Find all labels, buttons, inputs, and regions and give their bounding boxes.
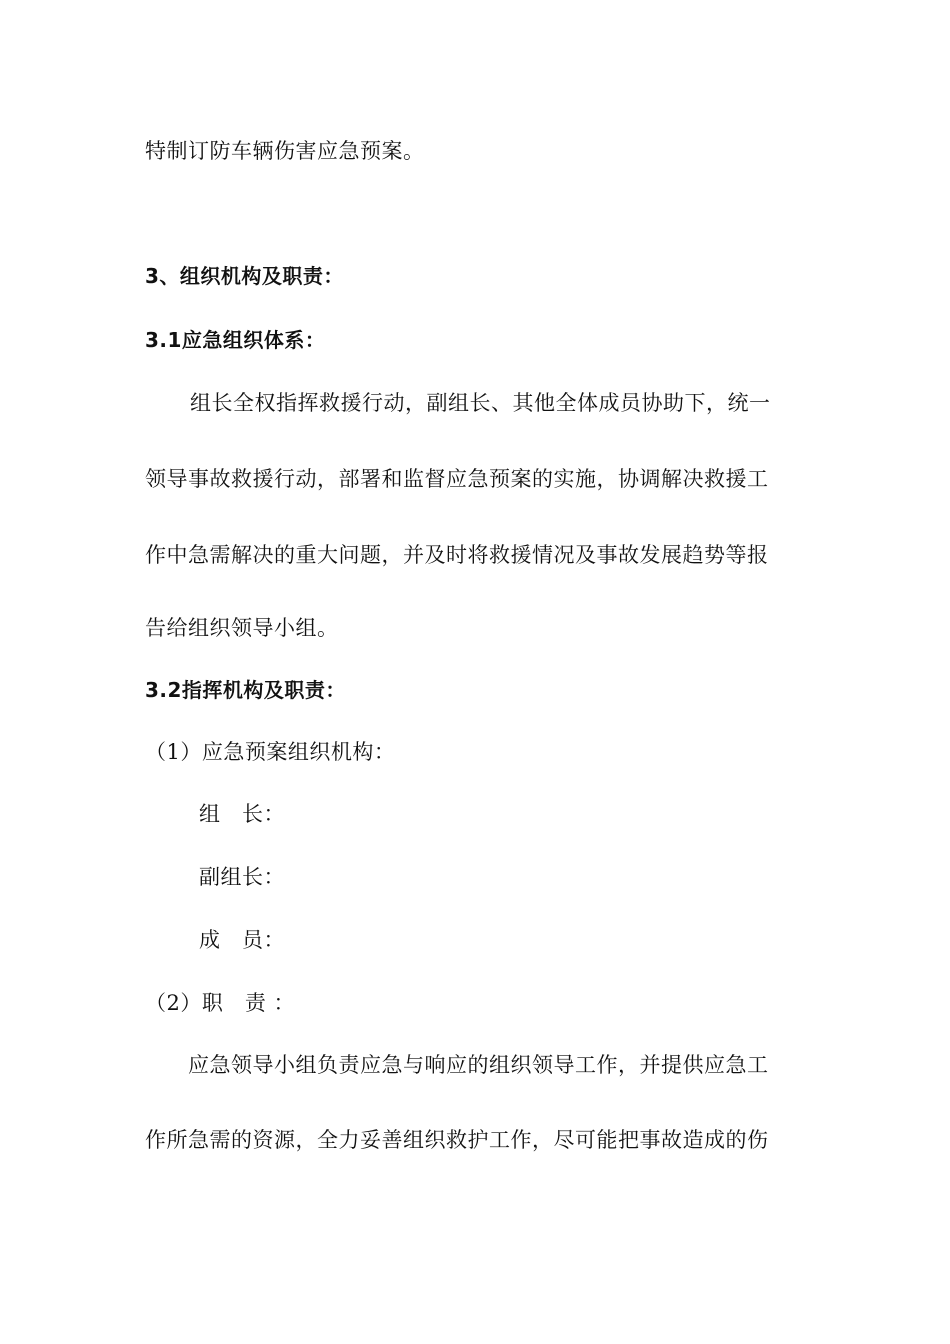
paragraph-line: 领导事故救援行动，部署和监督应急预案的实施，协调解决救援工 bbox=[145, 467, 769, 491]
list-item: （2）职 责 ： bbox=[145, 991, 296, 1015]
section-heading: 3、组织机构及职责： bbox=[145, 264, 344, 288]
paragraph-line: 组长全权指挥救援行动，副组长、其他全体成员协助下，统一 bbox=[190, 391, 771, 415]
role-label-deputy: 副组长： bbox=[199, 865, 285, 889]
paragraph-line: 应急领导小组负责应急与响应的组织领导工作，并提供应急工 bbox=[188, 1053, 769, 1077]
paragraph-line: 告给组织领导小组。 bbox=[145, 616, 339, 640]
role-label-members: 成 员： bbox=[199, 928, 285, 952]
subsection-heading: 3.1应急组织体系： bbox=[145, 328, 326, 352]
subsection-heading: 3.2指挥机构及职责： bbox=[145, 678, 346, 702]
role-label-leader: 组 长： bbox=[199, 802, 285, 826]
text-line: 特制订防车辆伤害应急预案。 bbox=[145, 139, 425, 163]
paragraph-line: 作中急需解决的重大问题，并及时将救援情况及事故发展趋势等报 bbox=[145, 543, 769, 567]
list-item: （1）应急预案组织机构： bbox=[145, 740, 396, 764]
paragraph-line: 作所急需的资源，全力妥善组织救护工作，尽可能把事故造成的伤 bbox=[145, 1128, 769, 1152]
